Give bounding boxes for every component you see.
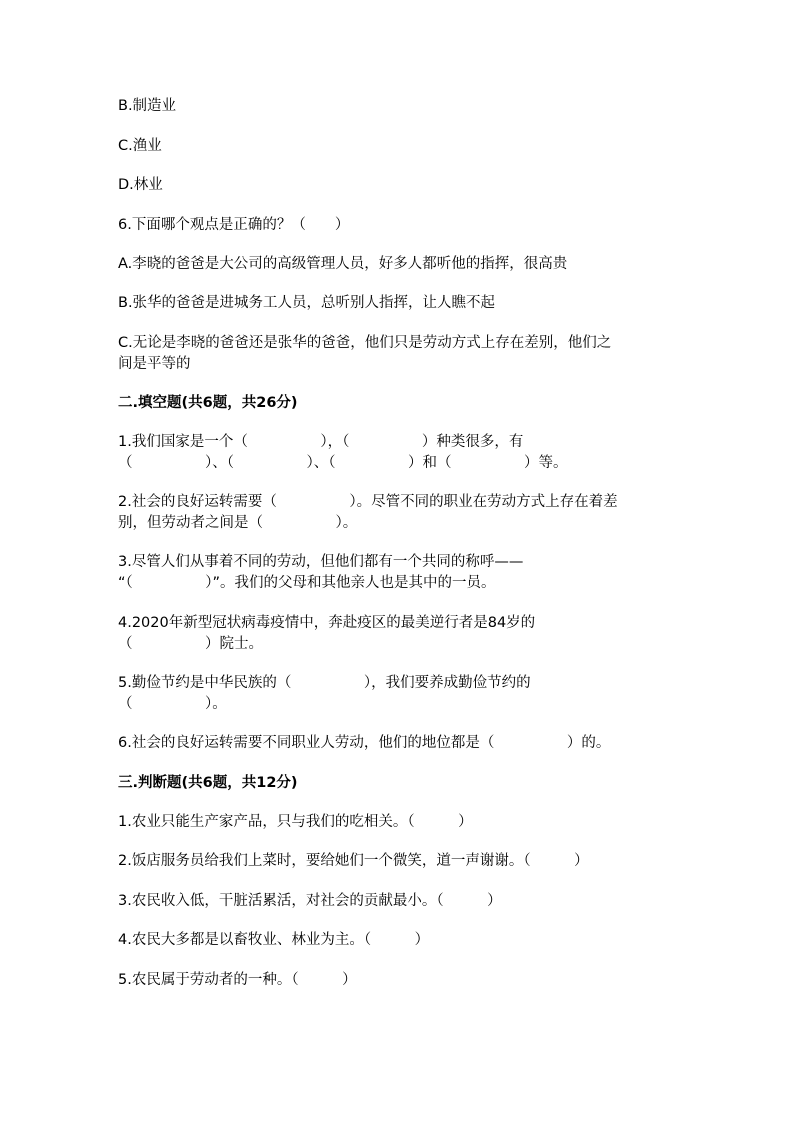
- question-6-option-a: A.李晓的爸爸是大公司的高级管理人员，好多人都听他的指挥，很高贵: [118, 256, 568, 272]
- judge-q3: 3.农民收入低，干脏活累活，对社会的贡献最小。（ ）: [118, 893, 502, 909]
- section-2-heading: 二.填空题(共6题，共26分): [118, 395, 298, 411]
- section-3-heading: 三.判断题(共6题，共12分): [118, 775, 298, 791]
- judge-q4: 4.农民大多都是以畜牧业、林业为主。（ ）: [118, 932, 430, 948]
- judge-q5: 5.农民属于劳动者的一种。（ ）: [118, 972, 357, 988]
- fill-q6: 6.社会的良好运转需要不同职业人劳动，他们的地位都是（ ）的。: [118, 735, 611, 751]
- option-d: D.林业: [118, 177, 163, 193]
- option-c: C.渔业: [118, 138, 162, 154]
- judge-q2: 2.饭店服务员给我们上菜时，要给她们一个微笑，道一声谢谢。（ ）: [118, 853, 589, 869]
- fill-q5-line1: 5.勤俭节约是中华民族的（ ），我们要养成勤俭节约的: [118, 675, 531, 691]
- question-6-option-b: B.张华的爸爸是进城务工人员，总听别人指挥，让人瞧不起: [118, 295, 496, 311]
- question-6-option-c-line1: C.无论是李晓的爸爸还是张华的爸爸，他们只是劳动方式上存在差别，他们之: [118, 335, 612, 351]
- fill-q1-line2: （ ）、（ ）、（ ）和（ ）等。: [118, 455, 568, 471]
- fill-q3-line1: 3.尽管人们从事着不同的劳动，但他们都有一个共同的称呼——: [118, 554, 524, 570]
- fill-q3-line2: “（ ）”。我们的父母和其他亲人也是其中的一员。: [118, 575, 496, 591]
- fill-q1-line1: 1.我们国家是一个（ ），（ ）种类很多，有: [118, 434, 524, 450]
- question-6-option-c-line2: 间是平等的: [118, 356, 191, 372]
- judge-q1: 1.农业只能生产家产品，只与我们的吃相关。（ ）: [118, 814, 473, 830]
- fill-q2-line1: 2.社会的良好运转需要（ ）。尽管不同的职业在劳动方式上存在着差: [118, 494, 618, 510]
- question-6-stem: 6.下面哪个观点是正确的？（ ）: [118, 217, 350, 233]
- option-b: B.制造业: [118, 98, 177, 114]
- fill-q5-line2: （ ）。: [118, 696, 227, 712]
- fill-q4-line1: 4.2020年新型冠状病毒疫情中，奔赴疫区的最美逆行者是84岁的: [118, 615, 536, 631]
- fill-q2-line2: 别，但劳动者之间是（ ）。: [118, 515, 358, 531]
- fill-q4-line2: （ ）院士。: [118, 636, 263, 652]
